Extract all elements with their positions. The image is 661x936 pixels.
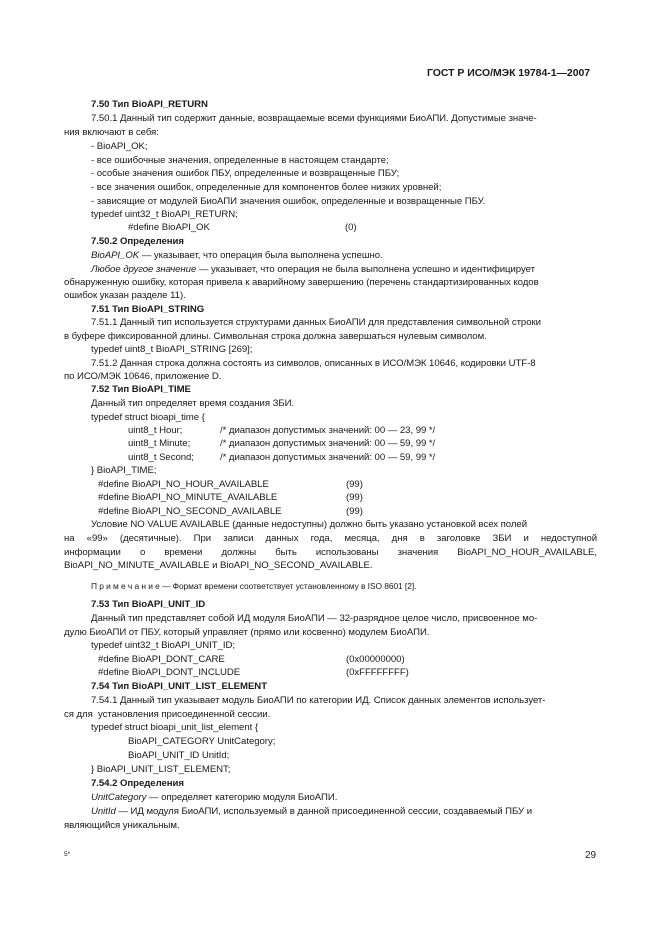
paragraph-line: на «99» (десятичные). При записи данных года, месяца, дня в заголовке ЗБИ и недоступной <box>64 533 597 544</box>
section-heading: 7.53 Тип BioAPI_UNIT_ID <box>91 599 206 610</box>
code-field: uint8_t Minute; <box>128 438 191 449</box>
code-field: uint8_t Hour; <box>128 425 183 436</box>
paragraph-line: 7.50.1 Данный тип содержит данные, возвращаемые всеми функциями БиоАПИ. Допустимые значе- <box>91 113 537 124</box>
code-field: uint8_t Second; <box>128 452 194 463</box>
code-define: #define BioAPI_NO_HOUR_AVAILABLE <box>98 479 269 490</box>
paragraph-line: в буфере фиксированной длины. Символьная строка должна завершаться нулевым символом. <box>64 331 487 342</box>
code-comment: /* диапазон допустимых значений: 00 — 59, 99 */ <box>220 452 436 463</box>
paragraph-line: Условие NO VALUE AVAILABLE (данные недоступны) должно быть указано установкой всех полей <box>91 519 528 530</box>
section-heading: 7.51 Тип BioAPI_STRING <box>91 304 205 315</box>
code-define: #define BioAPI_DONT_CARE <box>98 654 225 665</box>
definition-line <box>91 806 532 818</box>
code-line: } BioAPI_TIME; <box>91 465 157 476</box>
term: Любое другое значение <box>91 264 197 275</box>
code-define: #define BioAPI_NO_SECOND_AVAILABLE <box>98 506 282 517</box>
signature-mark: 5* <box>64 851 71 858</box>
paragraph-line: обнаруженную ошибку, которая привела к аварийному завершению (перечень стандартизированных кодов <box>64 277 539 288</box>
subsection-heading: 7.54.2 Определения <box>91 778 184 789</box>
paragraph-line: Данный тип определяет время создания ЗБИ. <box>91 398 295 409</box>
paragraph-line: 7.51.2 Данная строка должна состоять из символов, описанных в ИСО/МЭК 10646, кодировки UTF-8 <box>91 358 536 369</box>
paragraph-line: являющийся уникальным. <box>64 820 180 831</box>
document-header: ГОСТ Р ИСО/МЭК 19784-1—2007 <box>427 67 591 79</box>
paragraph-line: Данный тип представляет собой ИД модуля БиоАПИ — 32-разрядное целое число, присвоенное мо- <box>91 613 538 624</box>
code-value: (99) <box>346 479 363 490</box>
code-field: BioAPI_CATEGORY UnitCategory; <box>128 736 276 747</box>
definition-line <box>91 792 337 804</box>
code-value: (99) <box>346 506 363 517</box>
section-heading: 7.50 Тип BioAPI_RETURN <box>91 99 208 110</box>
definition-text: — определяет категорию модуля БиоАПИ. <box>146 792 338 803</box>
paragraph-line: 7.51.1 Данный тип используется структурами данных БиоАПИ для представления символьной строки <box>91 317 541 328</box>
code-value: (0) <box>345 222 357 233</box>
paragraph-line: 7.54.1 Данный тип указывает модуль БиоАПИ по категории ИД. Список данных элементов использует- <box>91 695 546 706</box>
code-line: typedef uint32_t BioAPI_RETURN; <box>91 209 238 220</box>
paragraph-line: дулю БиоАПИ от ПБУ, который управляет (прямо или косвенно) модулем БиоАПИ. <box>64 627 430 638</box>
code-comment: /* диапазон допустимых значений: 00 — 23, 99 */ <box>220 425 436 436</box>
code-line: typedef struct bioapi_time { <box>91 412 205 423</box>
subsection-heading: 7.50.2 Определения <box>91 236 184 247</box>
definition-line <box>91 250 383 262</box>
paragraph-line: ния включают в себя: <box>64 127 159 138</box>
definition-line <box>91 264 535 276</box>
code-value: (0xFFFFFFFF) <box>346 667 409 678</box>
list-item: - зависящие от модулей БиоАПИ значения ошибок, определенные и возвращенные ПБУ. <box>91 196 486 207</box>
code-value: (0x00000000) <box>346 654 405 665</box>
list-item: - BioAPI_OK; <box>91 141 148 152</box>
term: BioAPI_OK <box>91 250 140 261</box>
code-define: #define BioAPI_DONT_INCLUDE <box>98 667 241 678</box>
code-line: typedef struct bioapi_unit_list_element { <box>91 722 259 733</box>
code-comment: /* диапазон допустимых значений: 00 — 59, 99 */ <box>220 438 436 449</box>
definition-text: — указывает, что операция была выполнена успешно. <box>139 250 383 261</box>
code-line: } BioAPI_UNIT_LIST_ELEMENT; <box>91 764 231 775</box>
paragraph-line: BioAPI_NO_MINUTE_AVAILABLE и BioAPI_NO_SECOND_AVAILABLE. <box>64 560 373 571</box>
list-item: - все значения ошибок, определенные для компонентов более низких уровней; <box>91 182 442 193</box>
code-field: BioAPI_UNIT_ID UnitId; <box>128 750 230 761</box>
paragraph-line: по ИСО/МЭК 10646, приложение D. <box>64 371 222 382</box>
code-define: #define BioAPI_NO_MINUTE_AVAILABLE <box>98 492 278 503</box>
term: UnitId <box>91 806 116 817</box>
code-line: typedef uint32_t BioAPI_UNIT_ID; <box>91 640 235 651</box>
section-heading: 7.54 Тип BioAPI_UNIT_LIST_ELEMENT <box>91 681 267 692</box>
section-heading: 7.52 Тип BioAPI_TIME <box>91 384 191 395</box>
paragraph-line: информации о времени должны быть использованы значения BioAPI_NO_HOUR_AVAILABLE, <box>64 547 597 558</box>
list-item: - особые значения ошибок ПБУ, определенные и возвращенные ПБУ; <box>91 168 400 179</box>
paragraph-line: ошибок указан разделе 11). <box>64 290 186 301</box>
definition-text: — ИД модуля БиоАПИ, используемый в данной присоединенной сессии, создаваемый ПБУ и <box>115 806 533 817</box>
code-define: #define BioAPI_OK <box>128 222 210 233</box>
term: UnitCategory <box>91 792 147 803</box>
code-line: typedef uint8_t BioAPI_STRING [269]; <box>91 344 253 355</box>
definition-text: — указывает, что операция не была выполнена успешно и идентифицирует <box>196 264 535 275</box>
code-value: (99) <box>346 492 363 503</box>
page-number: 29 <box>585 850 597 861</box>
note: П р и м е ч а н и е — Формат времени соответствует установленному в ISO 8601 [2]. <box>91 581 417 591</box>
paragraph-line: ся для установления присоединенной сессии. <box>64 709 271 720</box>
list-item: - все ошибочные значения, определенные в настоящем стандарте; <box>91 155 389 166</box>
